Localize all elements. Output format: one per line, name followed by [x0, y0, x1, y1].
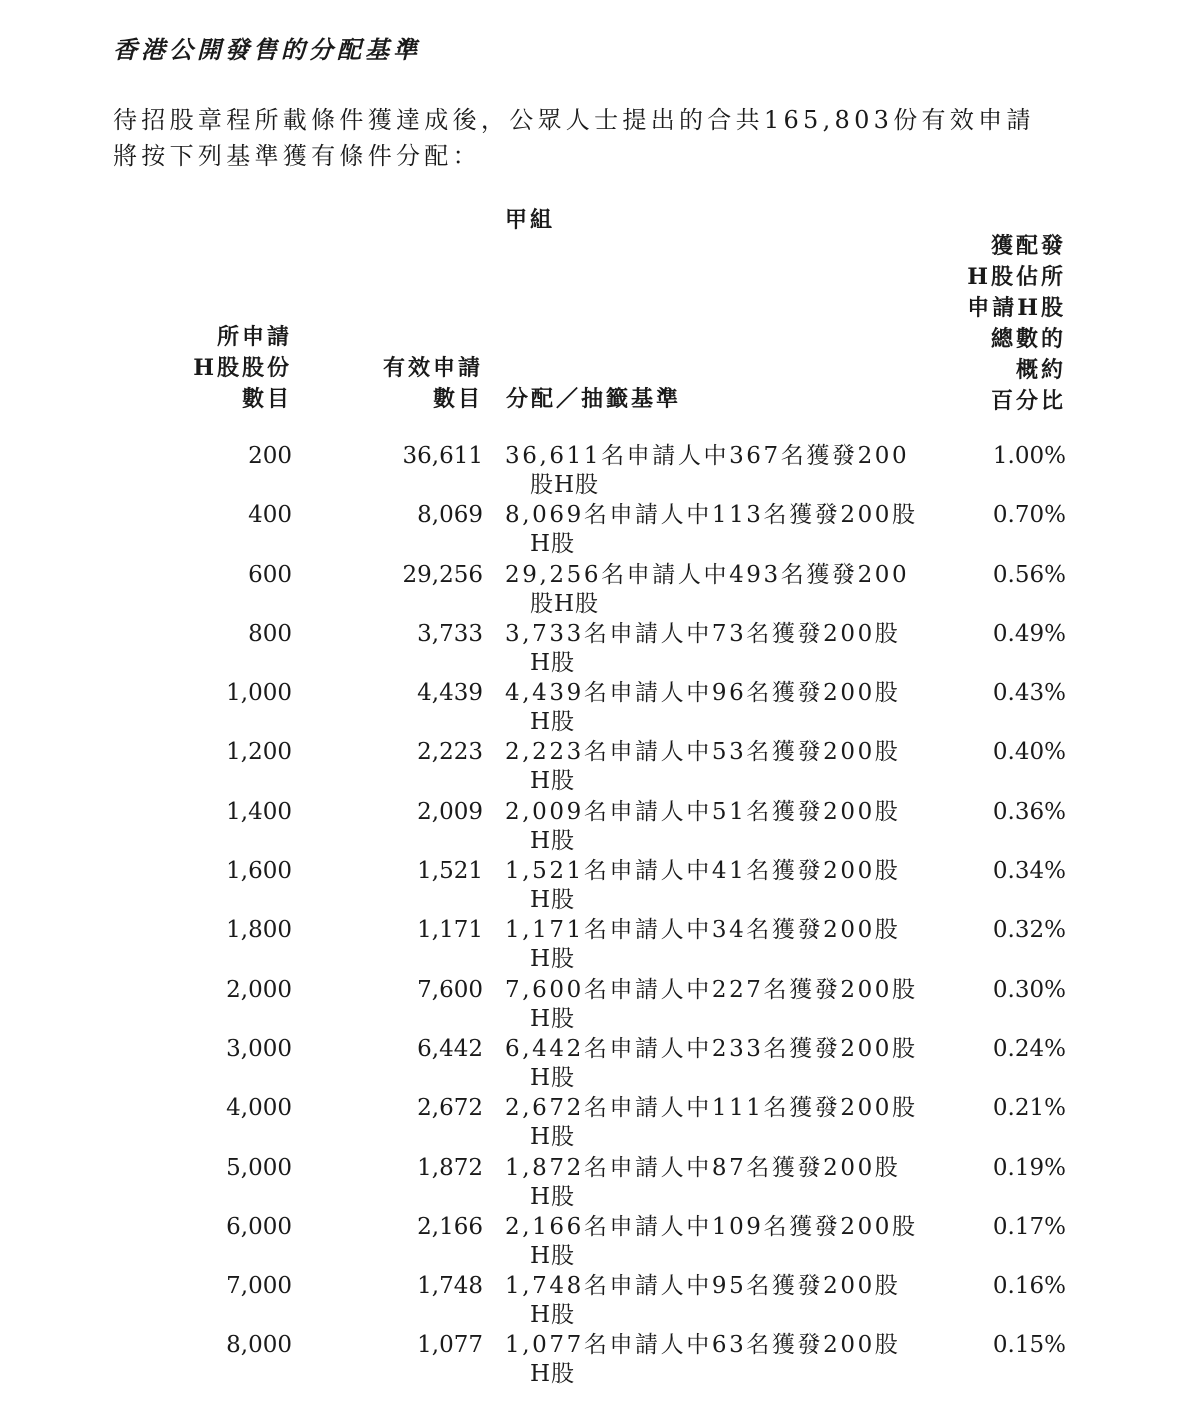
- applied-shares-cell: 1,200: [226, 739, 292, 766]
- basis-line-2: H股: [530, 1302, 576, 1329]
- table-row: [0, 561, 1179, 620]
- header-valid-applications: [340, 353, 483, 415]
- intro-line-2: 將按下列基準獲有條件分配：: [113, 142, 481, 170]
- basis-line-1: 1,748名申請人中95名獲發200股: [505, 1273, 901, 1300]
- valid-applications-cell: 8,069: [417, 502, 483, 529]
- applied-shares-cell: 1,000: [226, 680, 292, 707]
- basis-line-2: H股: [530, 1242, 576, 1269]
- table-row: [0, 857, 1179, 916]
- basis-line-2: H股: [530, 531, 576, 558]
- intro-line-1: 待招股章程所載條件獲達成後，公眾人士提出的合共165,803份有效申請: [113, 106, 1035, 134]
- header-applied-line: 所申請: [216, 324, 292, 350]
- allocation-basis-cell: [505, 1213, 918, 1271]
- percentage-cell: 0.49%: [992, 620, 1066, 647]
- basis-line-1: 8,069名申請人中113名獲發200股: [505, 502, 918, 529]
- allocation-basis-cell: [505, 1331, 901, 1389]
- valid-applications-cell: 1,872: [417, 1154, 483, 1181]
- basis-line-1: 4,439名申請人中96名獲發200股: [505, 680, 901, 707]
- table-row: [0, 1272, 1179, 1331]
- basis-line-1: 1,077名申請人中63名獲發200股: [505, 1332, 901, 1359]
- header-pct-line: 百分比: [990, 388, 1066, 414]
- table-row: [0, 1154, 1179, 1213]
- valid-applications-cell: 36,611: [402, 443, 483, 469]
- allocation-basis-cell: [505, 442, 910, 500]
- basis-line-1: 36,611名申請人中367名獲發200: [505, 443, 910, 469]
- basis-line-1: 2,223名申請人中53名獲發200股: [505, 739, 901, 766]
- applied-shares-cell: 5,000: [226, 1154, 292, 1181]
- valid-applications-cell: 7,600: [417, 976, 483, 1003]
- header-pct-line: H股佔所: [967, 264, 1066, 290]
- percentage-cell: 0.34%: [992, 858, 1066, 885]
- basis-line-1: 2,672名申請人中111名獲發200股: [505, 1095, 918, 1122]
- basis-line-2: H股: [530, 709, 576, 736]
- basis-line-1: 29,256名申請人中493名獲發200: [505, 561, 910, 588]
- basis-line-2: H股: [530, 649, 576, 676]
- valid-applications-cell: 3,733: [417, 620, 483, 647]
- basis-line-1: 3,733名申請人中73名獲發200股: [505, 620, 901, 647]
- percentage-cell: 0.19%: [992, 1154, 1066, 1181]
- percentage-cell: 0.30%: [992, 976, 1066, 1003]
- header-pct-line: 獲配發: [990, 233, 1066, 259]
- applied-shares-cell: 200: [248, 443, 292, 469]
- header-valid-line: 有效申請: [382, 355, 483, 381]
- basis-line-2: H股: [530, 827, 576, 854]
- allocation-basis-cell: [505, 561, 910, 619]
- valid-applications-cell: 2,009: [417, 798, 483, 825]
- header-valid-line: 數目: [432, 386, 483, 412]
- percentage-cell: 0.21%: [992, 1095, 1066, 1122]
- applied-shares-cell: 600: [248, 561, 292, 588]
- basis-line-1: 1,872名申請人中87名獲發200股: [505, 1154, 901, 1181]
- applied-shares-cell: 1,400: [226, 798, 292, 825]
- allocation-table: [0, 442, 1179, 1391]
- table-row: [0, 1094, 1179, 1153]
- allocation-basis-cell: [505, 1272, 901, 1330]
- basis-line-2: H股: [530, 1361, 576, 1388]
- allocation-basis-cell: [505, 857, 901, 915]
- valid-applications-cell: 2,672: [417, 1095, 483, 1122]
- basis-line-2: H股: [530, 887, 576, 914]
- percentage-cell: 1.00%: [992, 443, 1066, 469]
- basis-line-1: 2,166名申請人中109名獲發200股: [505, 1213, 918, 1240]
- basis-line-2: H股: [530, 768, 576, 795]
- allocation-basis-cell: [505, 1094, 918, 1152]
- valid-applications-cell: 2,166: [417, 1213, 483, 1240]
- basis-line-2: H股: [530, 946, 576, 973]
- applied-shares-cell: 1,600: [226, 858, 292, 885]
- header-applied-line: H股股份: [193, 355, 292, 381]
- valid-applications-cell: 4,439: [417, 680, 483, 707]
- percentage-cell: 0.56%: [992, 561, 1066, 588]
- header-pct-line: 總數的: [990, 326, 1066, 352]
- valid-applications-cell: 1,171: [417, 917, 483, 944]
- allocation-basis-cell: [505, 620, 901, 678]
- table-row: [0, 798, 1179, 857]
- allocation-basis-cell: [505, 738, 901, 796]
- percentage-cell: 0.43%: [992, 680, 1066, 707]
- allocation-basis-cell: [505, 798, 901, 856]
- applied-shares-cell: 800: [248, 620, 292, 647]
- intro-paragraph: [113, 102, 1073, 174]
- percentage-cell: 0.15%: [992, 1332, 1066, 1359]
- header-allocation-basis: 分配／抽籤基準: [506, 386, 682, 412]
- header-applied-line: 數目: [241, 386, 292, 412]
- basis-line-1: 1,171名申請人中34名獲發200股: [505, 917, 901, 944]
- basis-line-1: 6,442名申請人中233名獲發200股: [505, 1035, 918, 1062]
- section-heading: 香港公開發售的分配基準: [113, 35, 421, 64]
- valid-applications-cell: 1,077: [417, 1332, 483, 1359]
- basis-line-2: H股: [530, 1183, 576, 1210]
- header-applied-shares: [160, 322, 292, 415]
- basis-line-2: 股H股: [530, 590, 600, 617]
- percentage-cell: 0.16%: [992, 1273, 1066, 1300]
- applied-shares-cell: 6,000: [226, 1213, 292, 1240]
- basis-line-2: H股: [530, 1124, 576, 1151]
- basis-line-1: 1,521名申請人中41名獲發200股: [505, 858, 901, 885]
- percentage-cell: 0.32%: [992, 917, 1066, 944]
- applied-shares-cell: 2,000: [226, 976, 292, 1003]
- table-row: [0, 1331, 1179, 1390]
- header-pct-line: 申請H股: [967, 295, 1066, 321]
- percentage-cell: 0.17%: [992, 1213, 1066, 1240]
- table-row: [0, 916, 1179, 975]
- basis-line-2: H股: [530, 1005, 576, 1032]
- applied-shares-cell: 3,000: [226, 1035, 292, 1062]
- group-title: 甲組: [505, 207, 556, 233]
- valid-applications-cell: 6,442: [417, 1035, 483, 1062]
- table-row: [0, 501, 1179, 560]
- valid-applications-cell: 2,223: [417, 739, 483, 766]
- percentage-cell: 0.40%: [992, 739, 1066, 766]
- table-row: [0, 976, 1179, 1035]
- applied-shares-cell: 400: [248, 502, 292, 529]
- table-row: [0, 738, 1179, 797]
- table-row: [0, 442, 1179, 501]
- applied-shares-cell: 7,000: [226, 1273, 292, 1300]
- table-row: [0, 679, 1179, 738]
- header-pct-line: 概約: [1015, 357, 1066, 383]
- table-row: [0, 1213, 1179, 1272]
- allocation-basis-cell: [505, 679, 901, 737]
- allocation-basis-cell: [505, 976, 918, 1034]
- percentage-cell: 0.70%: [992, 502, 1066, 529]
- percentage-cell: 0.36%: [992, 798, 1066, 825]
- basis-line-2: 股H股: [530, 472, 600, 498]
- basis-line-1: 2,009名申請人中51名獲發200股: [505, 798, 901, 825]
- allocation-basis-cell: [505, 501, 918, 559]
- applied-shares-cell: 4,000: [226, 1095, 292, 1122]
- allocation-basis-cell: [505, 1154, 901, 1212]
- allocation-basis-cell: [505, 1035, 918, 1093]
- table-row: [0, 1035, 1179, 1094]
- table-row: [0, 620, 1179, 679]
- basis-line-2: H股: [530, 1064, 576, 1091]
- applied-shares-cell: 1,800: [226, 917, 292, 944]
- basis-line-1: 7,600名申請人中227名獲發200股: [505, 976, 918, 1003]
- allocation-basis-cell: [505, 916, 901, 974]
- valid-applications-cell: 29,256: [402, 561, 483, 588]
- valid-applications-cell: 1,748: [417, 1273, 483, 1300]
- percentage-cell: 0.24%: [992, 1035, 1066, 1062]
- valid-applications-cell: 1,521: [417, 858, 483, 885]
- applied-shares-cell: 8,000: [226, 1332, 292, 1359]
- header-allocation-percentage: [940, 231, 1066, 417]
